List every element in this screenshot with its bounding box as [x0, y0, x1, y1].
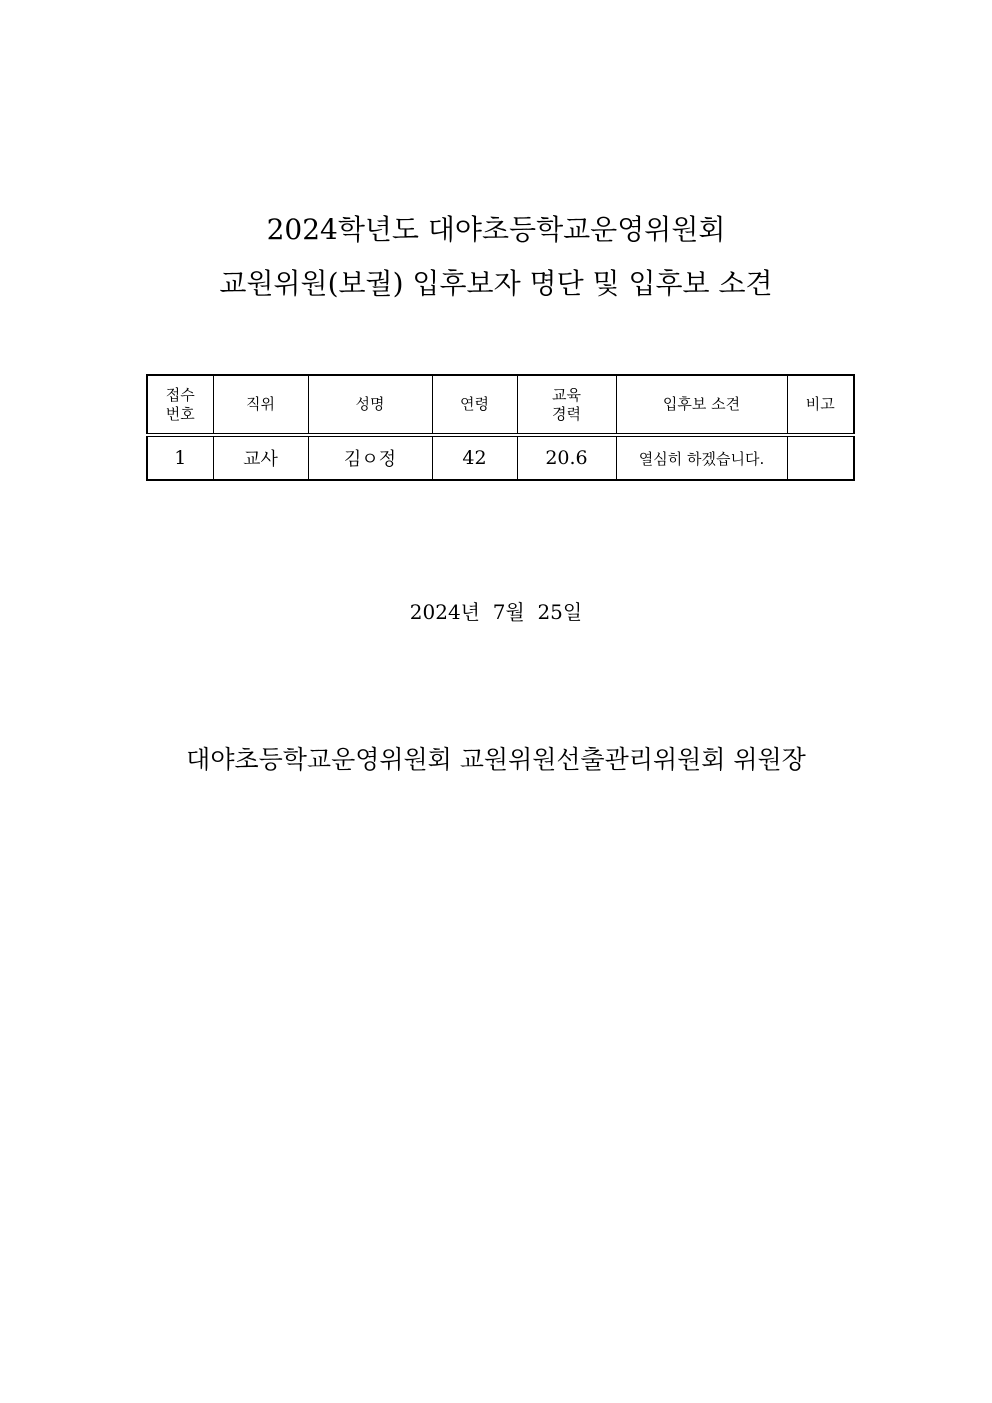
cell-age: 42: [432, 435, 517, 480]
cell-receipt-number: 1: [147, 435, 213, 480]
cell-career: 20.6: [517, 435, 616, 480]
cell-position: 교사: [213, 435, 308, 480]
header-age: 연령: [432, 375, 517, 435]
cell-name: 김ㅇ정: [308, 435, 432, 480]
header-position: 직위: [213, 375, 308, 435]
cell-remark: [787, 435, 854, 480]
signature-line: 대야초등학교운영위원회 교원위원선출관리위원회 위원장: [186, 745, 806, 774]
header-career: 교육 경력: [517, 375, 616, 435]
table-row: [147, 435, 854, 480]
document-title-line2: 교원위원(보궐) 입후보자 명단 및 입후보 소견: [219, 267, 773, 300]
table-header-row: [147, 375, 854, 435]
document-title-line1: 2024학년도 대야초등학교운영위원회: [266, 213, 726, 246]
cell-statement: 열심히 하겠습니다.: [616, 435, 787, 480]
document-date: 2024년 7월 25일: [409, 600, 583, 624]
candidate-table: [146, 374, 855, 481]
header-remark: 비고: [787, 375, 854, 435]
header-receipt-number: 접수 번호: [147, 375, 213, 435]
header-statement: 입후보 소견: [616, 375, 787, 435]
header-name: 성명: [308, 375, 432, 435]
